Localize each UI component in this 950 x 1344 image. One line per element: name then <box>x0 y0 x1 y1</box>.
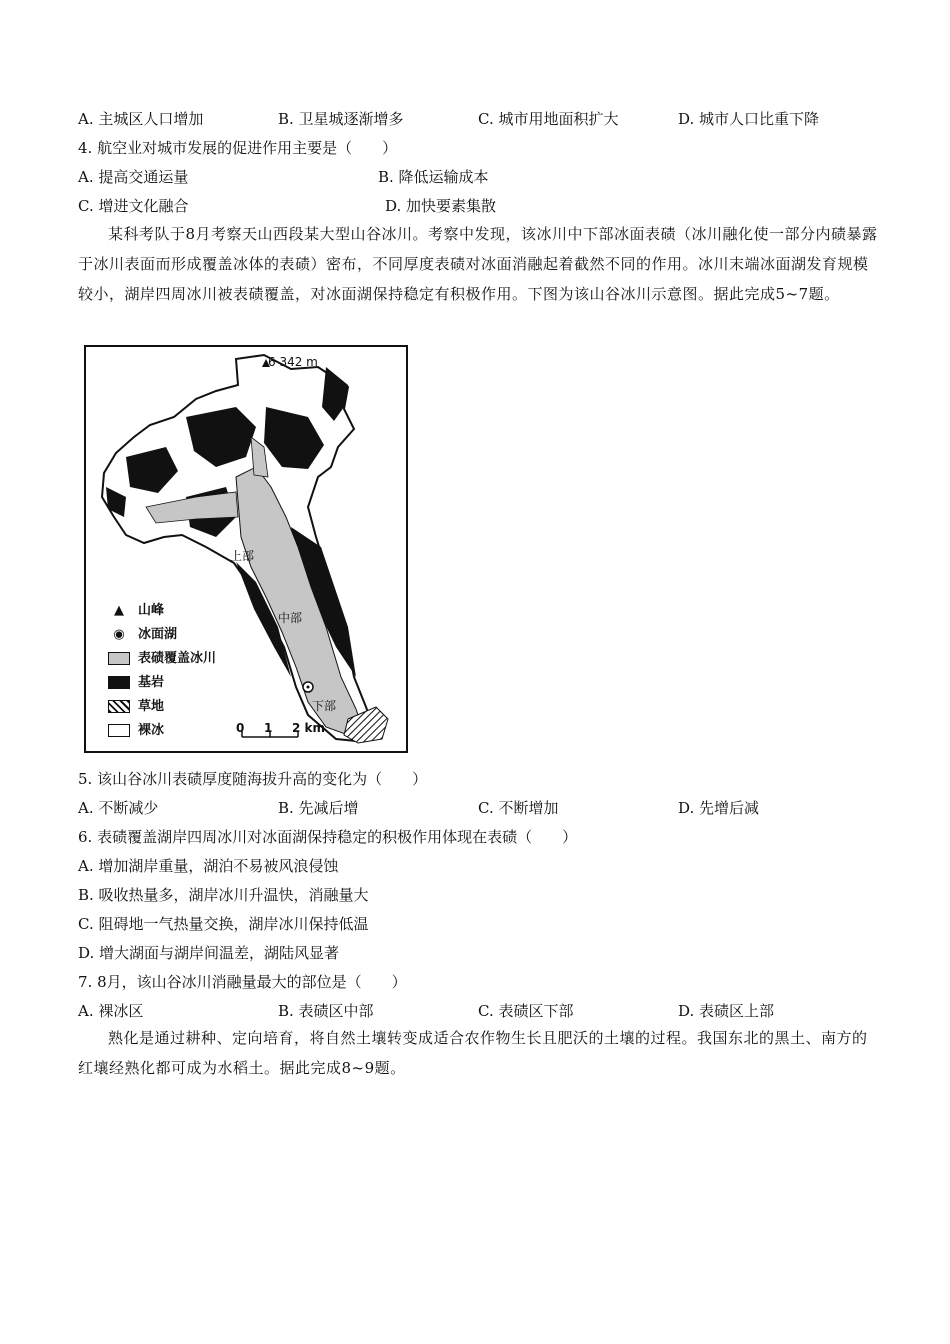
q6-option-b: B. 吸收热量多，湖岸冰川升温快，消融量大 <box>78 886 369 904</box>
scale-one: 1 <box>264 721 273 735</box>
grass-swatch-icon <box>108 700 130 713</box>
q4-option-d: D. 加快要素集散 <box>385 197 497 215</box>
glacier-passage: 某科考队于8月考察天山西段某大型山谷冰川。考察中发现，该冰川中下部冰面表碛（冰川融化使一部分内碛暴露于冰川表面而形成覆盖冰体的表碛）密布，不同厚度表碛对冰面消融起着截然不同的作用。冰川末端冰面湖发育规模较小，湖岸四周冰川被表碛覆盖，对冰面湖保持稳定有积极作用。下图为该山谷冰川示意图。据此完成5~7题。 <box>78 225 878 303</box>
q3-option-b: B. 卫星城逐渐增多 <box>278 110 404 128</box>
scale-zero: 0 <box>236 721 245 735</box>
q3-option-a: A. 主城区人口增加 <box>78 110 204 128</box>
legend-debris: 表碛覆盖冰川 <box>108 647 216 666</box>
q6-option-a: A. 增加湖岸重量，湖泊不易被风浪侵蚀 <box>78 857 339 875</box>
legend-lake: ◉ 冰面湖 <box>108 623 177 642</box>
q7-option-c: C. 表碛区下部 <box>478 1002 574 1020</box>
q4-option-c: C. 增进文化融合 <box>78 197 189 215</box>
bare-ice-swatch-icon <box>108 724 130 737</box>
q7-option-d: D. 表碛区上部 <box>678 1002 775 1020</box>
q5-option-b: B. 先减后增 <box>278 799 359 817</box>
q6-option-c: C. 阻碍地一气热量交换，湖岸冰川保持低温 <box>78 915 369 933</box>
peak-symbol-icon: ▲ <box>114 603 124 618</box>
q4-stem: 4. 航空业对城市发展的促进作用主要是（ ） <box>78 139 398 157</box>
q4-option-a: A. 提高交通运量 <box>78 168 189 186</box>
legend-bedrock: 基岩 <box>108 671 164 690</box>
legend-peak: ▲ 山峰 <box>108 599 164 618</box>
q4-option-b: B. 降低运输成本 <box>378 168 489 186</box>
q3-option-c: C. 城市用地面积扩大 <box>478 110 619 128</box>
soil-passage: 熟化是通过耕种、定向培育，将自然土壤转变成适合农作物生长且肥沃的土壤的过程。我国东北的黑土、南方的红壤经熟化都可成为水稻土。据此完成8~9题。 <box>78 1029 868 1077</box>
glacier-map-figure <box>84 345 408 753</box>
q5-option-d: D. 先增后减 <box>678 799 760 817</box>
scale-two: 2 km <box>292 721 326 735</box>
lower-section-label: 下部 <box>312 699 337 713</box>
legend-grass: 草地 <box>108 695 164 714</box>
bedrock-swatch-icon <box>108 676 130 689</box>
q3-option-d: D. 城市人口比重下降 <box>678 110 820 128</box>
lake-symbol-icon: ◉ <box>113 627 125 642</box>
legend-bare-ice: 裸冰 <box>108 719 164 738</box>
q5-option-c: C. 不断增加 <box>478 799 559 817</box>
q6-stem: 6. 表碛覆盖湖岸四周冰川对冰面湖保持稳定的积极作用体现在表碛（ ） <box>78 828 578 846</box>
q7-stem: 7. 8月，该山谷冰川消融量最大的部位是（ ） <box>78 973 407 991</box>
q5-stem: 5. 该山谷冰川表碛厚度随海拔升高的变化为（ ） <box>78 770 428 788</box>
middle-section-label: 中部 <box>278 611 303 625</box>
q6-option-d: D. 增大湖面与湖岸间温差，湖陆风显著 <box>78 944 340 962</box>
q7-option-b: B. 表碛区中部 <box>278 1002 374 1020</box>
q5-option-a: A. 不断减少 <box>78 799 159 817</box>
debris-swatch-icon <box>108 652 130 665</box>
upper-section-label: 上部 <box>230 549 255 563</box>
peak-elevation-label: 6 342 m <box>268 355 318 369</box>
q7-option-a: A. 裸冰区 <box>78 1002 144 1020</box>
